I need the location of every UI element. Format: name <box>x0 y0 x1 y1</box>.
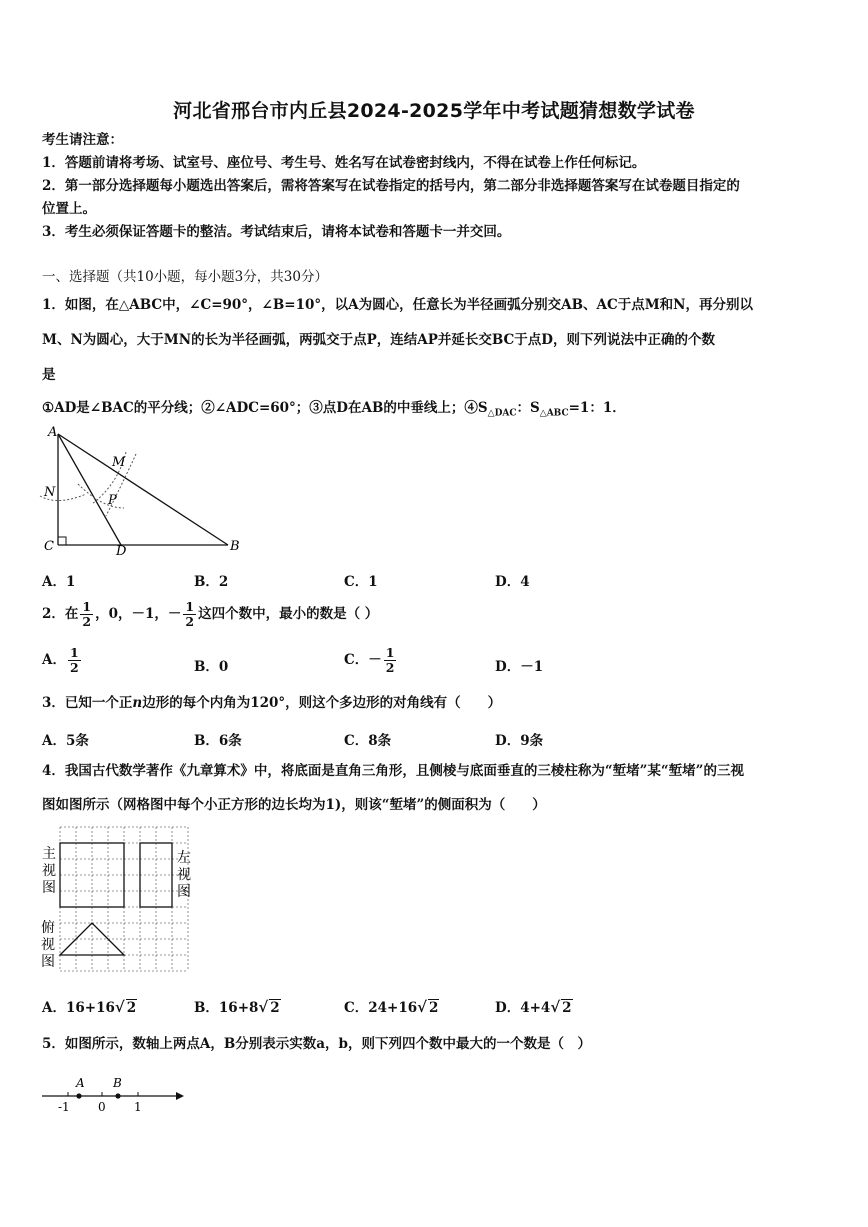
option-label: D．4+4 <box>495 1000 551 1016</box>
sqrt-icon: √ <box>114 998 125 1016</box>
q1-line4 <box>42 399 626 423</box>
point-a-dot <box>76 1093 81 1098</box>
q1-sub-dac: △DAC <box>487 408 517 419</box>
q1-statement-b: ：S <box>516 400 540 416</box>
q2-option-d: D．－1 <box>495 659 544 675</box>
option-label: B．16+8 <box>194 1000 259 1016</box>
q4-three-view-figure <box>38 824 198 974</box>
radicand: 2 <box>126 1000 137 1016</box>
q1-label-m: M <box>112 455 126 470</box>
q3-option-a: A．5条 <box>42 733 89 749</box>
q5-tick-1: 1 <box>134 1100 142 1114</box>
fraction-numerator: 1 <box>385 645 395 660</box>
q2-option-a <box>42 646 83 675</box>
q5-number-line <box>38 1074 188 1116</box>
notice-item-2-cont: 位置上。 <box>42 201 96 217</box>
option-label: C．－ <box>344 652 382 668</box>
q5-label-b: B <box>113 1076 122 1090</box>
option-label: A．16+16 <box>42 1000 115 1016</box>
q1-option-b: B．2 <box>194 574 229 590</box>
q4-label-left-2: 视 <box>177 867 191 883</box>
option-label: C．24+16 <box>344 1000 418 1016</box>
q1-label-d: D <box>116 544 127 559</box>
notice-heading: 考生请注意： <box>42 132 123 148</box>
sqrt-icon: √ <box>417 998 427 1016</box>
q1-label-a: A <box>48 425 58 440</box>
q4-label-front-1: 主 <box>42 846 56 862</box>
q4-label-left-1: 左 <box>177 850 191 866</box>
q1-triangle-figure <box>38 424 248 560</box>
fraction-numerator: 1 <box>185 599 195 614</box>
q4-option-b <box>194 996 281 1016</box>
fraction-denominator: 2 <box>185 614 195 629</box>
option-label: A． <box>42 652 66 668</box>
q2-fraction-neg-half <box>183 600 196 629</box>
q4-label-top-2: 视 <box>41 937 55 953</box>
q2-stem <box>42 600 378 629</box>
q4-label-front-2: 视 <box>42 863 56 879</box>
q3-option-c: C．8条 <box>344 733 392 749</box>
fraction-denominator: 2 <box>385 660 395 675</box>
q1-label-c: C <box>44 539 54 554</box>
q1-option-c: C．1 <box>344 574 378 590</box>
q1-label-n: N <box>44 485 56 500</box>
q3-option-d: D．9条 <box>495 733 544 749</box>
q3-text-b: 边形的每个内角为120°，则这个多边形的对角线有（ ） <box>142 695 502 711</box>
radicand: 2 <box>270 1000 280 1016</box>
q1-label-b: B <box>230 539 240 554</box>
q4-line2: 图如图所示（网格图中每个小正方形的边长均为1)，则该“堑堵”的侧面积为（ ） <box>42 797 546 813</box>
q4-label-top-3: 图 <box>41 954 55 970</box>
q4-label-front-3: 图 <box>42 880 56 896</box>
q2-option-c-fraction <box>384 646 397 675</box>
q1-statement-c: =1：1． <box>568 400 626 416</box>
page-title: 河北省邢台市内丘县2024-2025学年中考试题猜想数学试卷 <box>173 100 695 122</box>
q2-option-c <box>344 646 398 675</box>
sqrt-icon: √ <box>550 998 561 1016</box>
q2-mid: ，0，－1，－ <box>95 606 182 622</box>
notice-item-1: 1．答题前请将考场、试室号、座位号、考生号、姓名写在试卷密封线内，不得在试卷上作任何标记。 <box>42 155 646 171</box>
q1-option-a: A．1 <box>42 574 76 590</box>
radicand: 2 <box>562 1000 572 1016</box>
q3-text-a: 3．已知一个正 <box>42 695 133 711</box>
q1-statement-a: ①AD是∠BAC的平分线；②∠ADC=60°；③点D在AB的中垂线上；④S <box>42 400 488 416</box>
q2-prefix: 2．在 <box>42 606 79 622</box>
section-heading: 一、选择题（共10小题，每小题3分，共30分） <box>42 269 328 285</box>
q3-option-b: B．6条 <box>194 733 242 749</box>
q3-stem <box>42 694 501 712</box>
fraction-denominator: 2 <box>69 660 79 675</box>
q1-line2: M、N为圆心，大于MN的长为半径画弧，两弧交于点P，连结AP并延长交BC于点D，则下列说法中正确的个数 <box>42 332 715 348</box>
q4-line1: 4．我国古代数学著作《九章算术》中，将底面是直角三角形，且侧棱与底面垂直的三棱柱称为“堑堵”某“堑堵”的三视 <box>42 763 744 779</box>
q4-option-c <box>344 996 439 1016</box>
q4-label-left-3: 图 <box>177 884 191 900</box>
q1-line1: 1．如图，在△ABC中，∠C=90°，∠B=10°，以A为圆心，任意长为半径画弧分别交AB、AC于点M和N，再分别以 <box>42 297 753 313</box>
q5-tick-neg1: -1 <box>58 1100 70 1114</box>
q2-fraction-half <box>80 600 93 629</box>
q5-tick-0: 0 <box>98 1100 106 1114</box>
q1-option-d: D．4 <box>495 574 530 590</box>
q2-option-a-fraction <box>68 646 81 675</box>
notice-item-2: 2．第一部分选择题每小题选出答案后，需将答案写在试卷指定的括号内，第二部分非选择题答案写在试卷题目指定的 <box>42 178 740 194</box>
notice-item-3: 3．考生必须保证答题卡的整洁。考试结束后，请将本试卷和答题卡一并交回。 <box>42 224 511 240</box>
q5-label-a: A <box>76 1076 85 1090</box>
q4-option-d <box>495 996 573 1016</box>
fraction-numerator: 1 <box>82 599 92 614</box>
q4-label-top-1: 俯 <box>41 920 55 936</box>
sqrt-icon: √ <box>258 998 269 1016</box>
q4-option-a <box>42 996 137 1016</box>
q3-variable-n: n <box>132 695 143 711</box>
q1-sub-abc: △ABC <box>539 408 569 419</box>
q2-option-b: B．0 <box>194 659 229 675</box>
fraction-denominator: 2 <box>82 614 92 629</box>
q1-line3: 是 <box>42 367 56 383</box>
radicand: 2 <box>429 1000 439 1016</box>
fraction-numerator: 1 <box>69 645 79 660</box>
arrow-right-icon <box>176 1092 184 1100</box>
q5-stem: 5．如图所示，数轴上两点A，B分别表示实数a，b，则下列四个数中最大的一个数是（ ） <box>42 1036 591 1052</box>
q1-label-p: P <box>108 493 117 508</box>
point-b-dot <box>115 1093 120 1098</box>
q2-suffix: 这四个数中，最小的数是（ ） <box>198 606 379 622</box>
